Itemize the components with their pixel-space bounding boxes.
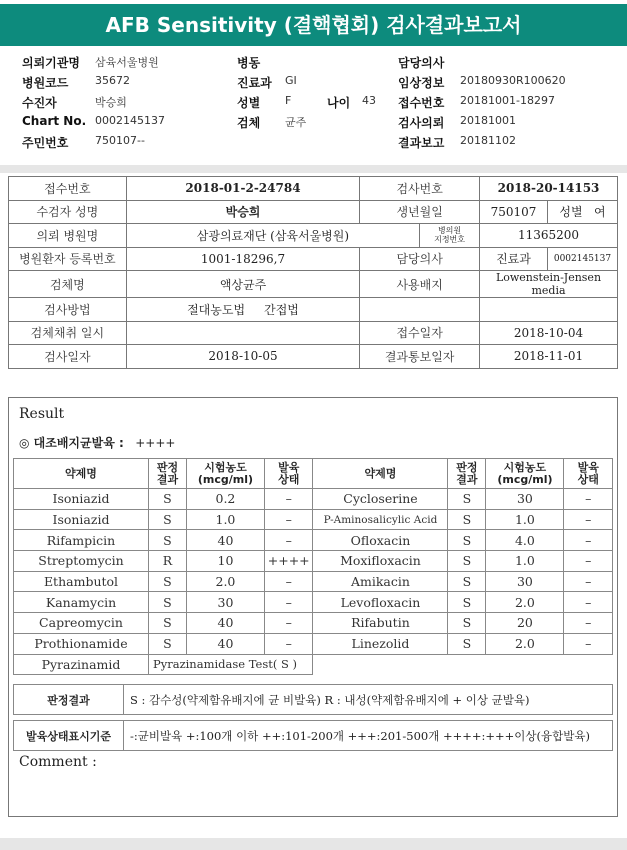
cell-growth: – [564, 489, 613, 510]
cell-concentration: 1.0 [186, 509, 264, 530]
empty-cell [313, 654, 613, 675]
specimen-name-label: 검체명 [9, 271, 127, 298]
cell-judgement: S [448, 530, 486, 551]
test-date-value: 2018-10-05 [126, 345, 360, 369]
cell-judgement: S [148, 592, 186, 613]
birth-value: 750107 [480, 200, 548, 224]
chart-value: 0002145137 [95, 114, 165, 127]
cell-concentration: 40 [186, 530, 264, 551]
method-value [126, 298, 360, 322]
cell-growth: – [264, 530, 313, 551]
control-growth-label: ◎ 대조배지균발육 : [19, 436, 124, 450]
cell-drug-name: Streptomycin [14, 551, 149, 572]
cell-concentration: 0.2 [186, 489, 264, 510]
report-label: 결과보고 [398, 136, 445, 150]
cell-growth: ++++ [264, 551, 313, 572]
attending-label: 담당의사 [360, 247, 480, 271]
col-growth-2: 발육 상태 [564, 459, 613, 489]
test-no-value: 2018-20-14153 [480, 177, 618, 201]
notify-date-label: 결과통보일자 [360, 345, 480, 369]
clinical-label: 임상정보 [398, 76, 445, 90]
hospital-id-value: 11365200 [480, 224, 618, 248]
cell-growth: – [264, 633, 313, 654]
cell-drug-name: Amikacin [313, 571, 448, 592]
cell-concentration: 4.0 [486, 530, 564, 551]
col-growth: 발육 상태 [264, 459, 313, 489]
footer-bar [0, 838, 627, 850]
cell-concentration: 30 [486, 489, 564, 510]
age-label: 나이 [327, 96, 351, 110]
cell-drug-name: Prothionamide [14, 633, 149, 654]
cell-drug-name: Rifampicin [14, 530, 149, 551]
table-row [14, 530, 613, 551]
table-row [14, 489, 613, 510]
col-drug-name-2: 약제명 [313, 459, 448, 489]
drug-table-header [14, 459, 613, 489]
cell-growth: – [264, 489, 313, 510]
table-row [14, 654, 613, 675]
dept-value: GI [285, 74, 297, 87]
growth-std-label: 발육상태표시기준 [14, 721, 124, 751]
cell-growth: – [564, 613, 613, 634]
cell-growth: – [264, 571, 313, 592]
sex-value: F [285, 94, 292, 107]
cell-judgement: S [148, 613, 186, 634]
comment-label: Comment : [19, 754, 97, 770]
cell-drug-name: Rifabutin [313, 613, 448, 634]
institution-value: 삼육서울병원 [95, 56, 159, 69]
receipt-value: 20181001-18297 [460, 94, 555, 107]
cell-drug-name: Isoniazid [14, 489, 149, 510]
receipt-no-value: 2018-01-2-24784 [126, 177, 360, 201]
accept-date-label: 접수일자 [360, 321, 480, 345]
cell-judgement: S [148, 571, 186, 592]
hospital-code-label: 병원코드 [22, 76, 69, 90]
dept-label: 진료과 [237, 76, 272, 90]
table-row [14, 571, 613, 592]
cell-concentration: 30 [486, 571, 564, 592]
legend-table [13, 684, 613, 751]
col-concentration-2: 시험농도 (mcg/ml) [486, 459, 564, 489]
drug-table [13, 458, 613, 675]
cell-concentration: 1.0 [486, 551, 564, 572]
request-value: 20181001 [460, 114, 516, 127]
cell-growth: – [264, 509, 313, 530]
cell-drug-name: Ethambutol [14, 571, 149, 592]
cell-concentration: 2.0 [186, 571, 264, 592]
test-no-label: 검사번호 [360, 177, 480, 201]
table-row [14, 592, 613, 613]
cell-growth: – [564, 530, 613, 551]
cell-judgement: R [148, 551, 186, 572]
test-date-label: 검사일자 [9, 345, 127, 369]
cell-judgement: S [448, 551, 486, 572]
cell-drug-name: Levofloxacin [313, 592, 448, 613]
result-section [8, 397, 618, 817]
chart-label: Chart No. [22, 114, 87, 128]
empty-cell [360, 298, 480, 322]
cell-concentration: 40 [186, 633, 264, 654]
report-value: 20181102 [460, 134, 516, 147]
table-row [14, 613, 613, 634]
cell-drug-name: Isoniazid [14, 509, 149, 530]
pza-name: Pyrazinamid [14, 654, 149, 675]
medium-label: 사용배지 [360, 271, 480, 298]
cell-drug-name: Ofloxacin [313, 530, 448, 551]
cell-judgement: S [448, 613, 486, 634]
patient-label: 수진자 [22, 96, 57, 110]
control-growth-value: ++++ [135, 436, 176, 450]
cell-judgement: S [148, 633, 186, 654]
cell-growth: – [564, 551, 613, 572]
judge-label: 판정결과 [14, 685, 124, 715]
judge-text: S : 감수성(약제함유배지에 균 비발육) R : 내성(약제함유배지에 + 이상 균발육) [124, 685, 613, 715]
ward-label: 병동 [237, 56, 261, 70]
col-judgement-2: 판정 결과 [448, 459, 486, 489]
cell-judgement: S [448, 571, 486, 592]
result-title: Result [19, 406, 65, 422]
cell-growth: – [564, 592, 613, 613]
collection-label: 검체채취 일시 [9, 321, 127, 345]
dept-cell-value: 0002145137 [547, 247, 617, 271]
col-concentration: 시험농도 (mcg/ml) [186, 459, 264, 489]
cell-concentration: 10 [186, 551, 264, 572]
specimen-name-value: 액상균주 [126, 271, 360, 298]
cell-growth: – [564, 633, 613, 654]
cell-judgement: S [448, 509, 486, 530]
cell-concentration: 2.0 [486, 633, 564, 654]
reg-no-value: 1001-18296,7 [126, 247, 360, 271]
name-value: 박승희 [126, 200, 360, 224]
cell-growth: – [564, 509, 613, 530]
specimen-label: 검체 [237, 116, 261, 130]
request-label: 검사의뢰 [398, 116, 445, 130]
sex-label: 성별 [237, 96, 261, 110]
name-label: 수검자 성명 [9, 200, 127, 224]
reg-no-label: 병원환자 등록번호 [9, 247, 127, 271]
report-header [0, 52, 627, 162]
growth-std-text: -:균비발육 +:100개 이하 ++:101-200개 +++:201-500개 ++++:+++이상(융합발육) [124, 721, 613, 751]
specimen-value: 균주 [285, 116, 307, 129]
cell-judgement: S [448, 592, 486, 613]
age-value: 43 [362, 94, 376, 107]
sex-cell [547, 200, 617, 224]
sex-cell-label: 성별 [559, 205, 583, 220]
notify-date-value: 2018-11-01 [480, 345, 618, 369]
cell-concentration: 40 [186, 613, 264, 634]
hospital-name-label: 의뢰 병원명 [9, 224, 127, 248]
cell-judgement: S [148, 530, 186, 551]
hospital-name-value: 삼광의료재단 (삼육서울병원) [126, 224, 419, 248]
birth-label: 생년월일 [360, 200, 480, 224]
sex-cell-value: 여 [594, 205, 606, 220]
doctor-label: 담당의사 [398, 56, 445, 70]
receipt-label: 접수번호 [398, 96, 445, 110]
header-separator [0, 165, 627, 173]
table-row [14, 509, 613, 530]
dept-cell-label: 진료과 [480, 247, 548, 271]
cell-judgement: S [448, 489, 486, 510]
cell-drug-name: P-Aminosalicylic Acid [313, 509, 448, 530]
receipt-no-label: 접수번호 [9, 177, 127, 201]
cell-growth: – [264, 592, 313, 613]
collection-value [126, 321, 360, 345]
cell-drug-name: Moxifloxacin [313, 551, 448, 572]
hospital-id-label: 병의원 지정번호 [420, 224, 480, 248]
method-indirect: 간접법 [264, 302, 299, 317]
ssn-label: 주민번호 [22, 136, 69, 150]
patient-value: 박승희 [95, 96, 127, 109]
clinical-value: 20180930R100620 [460, 74, 566, 87]
info-table [8, 176, 618, 369]
cell-concentration: 30 [186, 592, 264, 613]
report-title: AFB Sensitivity (결핵협회) 검사결과보고서 [0, 4, 627, 46]
empty-cell [480, 298, 618, 322]
cell-concentration: 1.0 [486, 509, 564, 530]
cell-judgement: S [148, 509, 186, 530]
cell-drug-name: Cycloserine [313, 489, 448, 510]
cell-growth: – [264, 613, 313, 634]
cell-drug-name: Linezolid [313, 633, 448, 654]
method-label: 검사방법 [9, 298, 127, 322]
ssn-value: 750107-- [95, 134, 145, 147]
cell-growth: – [564, 571, 613, 592]
table-row [14, 633, 613, 654]
cell-drug-name: Kanamycin [14, 592, 149, 613]
accept-date-value: 2018-10-04 [480, 321, 618, 345]
control-growth [19, 434, 175, 451]
pza-value: Pyrazinamidase Test( S ) [148, 654, 312, 675]
institution-label: 의뢰기관명 [22, 56, 80, 70]
cell-concentration: 2.0 [486, 592, 564, 613]
cell-judgement: S [148, 489, 186, 510]
cell-judgement: S [448, 633, 486, 654]
col-judgement: 판정 결과 [148, 459, 186, 489]
col-drug-name: 약제명 [14, 459, 149, 489]
hospital-code-value: 35672 [95, 74, 130, 87]
cell-concentration: 20 [486, 613, 564, 634]
info-form [8, 176, 618, 369]
method-absolute: 절대농도법 [187, 302, 246, 317]
medium-value: Lowenstein-Jensen media [480, 271, 618, 298]
cell-drug-name: Capreomycin [14, 613, 149, 634]
table-row [14, 551, 613, 572]
